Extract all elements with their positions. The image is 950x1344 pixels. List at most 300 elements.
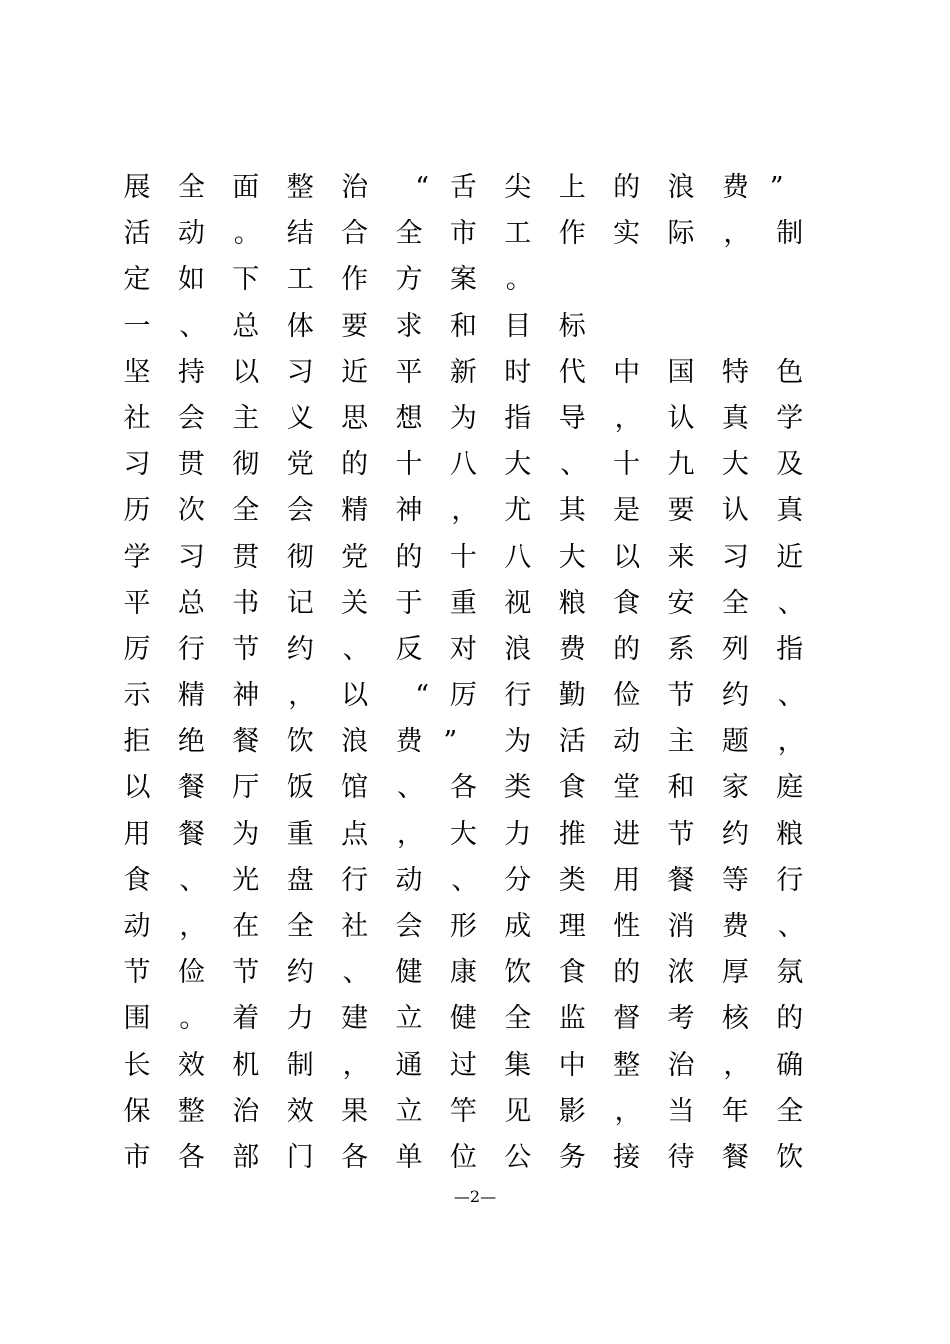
- text-char: 及: [776, 449, 804, 481]
- text-line: [0, 1089, 950, 1135]
- text-char: “: [415, 172, 429, 203]
- text-char: 以: [613, 541, 641, 573]
- text-char: ，: [614, 402, 642, 434]
- text-char: 新: [449, 356, 477, 388]
- text-char: 厅: [232, 772, 260, 804]
- text-line: [0, 719, 950, 765]
- text-char: 果: [341, 1095, 369, 1127]
- text-char: 餐: [177, 772, 205, 804]
- text-char: 整: [177, 1095, 205, 1127]
- text-char: 。: [505, 264, 533, 296]
- text-char: 行: [341, 864, 369, 896]
- text-char: 大: [449, 818, 477, 850]
- text-char: 近: [341, 356, 369, 388]
- text-char: 和: [449, 310, 477, 342]
- text-char: 要: [341, 310, 369, 342]
- text-char: 八: [504, 541, 532, 573]
- text-char: 贯: [177, 449, 205, 481]
- text-char: 持: [177, 356, 205, 388]
- text-char: 目: [504, 310, 532, 342]
- text-char: 影: [558, 1095, 586, 1127]
- text-line: [0, 1135, 950, 1181]
- text-char: 、: [342, 957, 370, 989]
- text-char: 中: [613, 356, 641, 388]
- text-char: 机: [232, 1049, 260, 1081]
- text-char: 活: [123, 218, 151, 250]
- text-char: 党: [286, 449, 314, 481]
- text-char: 实: [613, 218, 641, 250]
- text-char: 制: [286, 1049, 314, 1081]
- text-char: 性: [613, 911, 641, 942]
- text-char: 勤: [558, 680, 586, 712]
- text-char: 精: [177, 680, 205, 712]
- text-char: 厉: [449, 680, 477, 712]
- text-char: ，: [342, 1049, 370, 1081]
- text-char: 精: [341, 495, 369, 527]
- text-char: 十: [449, 541, 477, 573]
- text-char: 方: [395, 264, 423, 296]
- text-char: 题: [721, 726, 749, 758]
- text-char: 节: [232, 633, 260, 665]
- text-char: 约: [286, 633, 314, 665]
- text-char: 过: [449, 1049, 477, 1081]
- text-char: 俭: [177, 957, 205, 989]
- text-char: 八: [449, 449, 477, 481]
- text-char: 餐: [177, 818, 205, 850]
- text-char: 在: [232, 911, 260, 942]
- text-char: 等: [721, 864, 749, 896]
- text-char: 全: [395, 218, 423, 250]
- text-char: ，: [288, 680, 316, 712]
- text-char: 社: [123, 402, 151, 434]
- text-char: 行: [504, 680, 532, 712]
- text-char: 、: [451, 864, 479, 896]
- text-line: [0, 765, 950, 811]
- text-char: 费: [721, 172, 749, 203]
- text-char: 会: [395, 911, 423, 942]
- text-char: 真: [776, 495, 804, 527]
- text-char: 社: [341, 911, 369, 942]
- text-char: 见: [504, 1095, 532, 1127]
- text-char: 食: [558, 957, 586, 989]
- text-char: 核: [721, 1003, 749, 1035]
- text-char: 的: [613, 633, 641, 665]
- text-char: 饭: [286, 772, 314, 804]
- text-char: 着: [232, 1003, 260, 1035]
- text-char: 推: [558, 818, 586, 850]
- text-char: 的: [341, 449, 369, 481]
- text-char: 围: [123, 1003, 151, 1035]
- document-body: [0, 165, 950, 1181]
- text-char: 浓: [667, 957, 695, 989]
- text-char: 、: [342, 633, 370, 665]
- text-char: 指: [776, 633, 804, 665]
- text-char: 为: [232, 818, 260, 850]
- text-char: 平: [123, 587, 151, 619]
- text-char: 公: [504, 1141, 532, 1173]
- text-char: 食: [558, 772, 586, 804]
- text-char: 和: [667, 772, 695, 804]
- text-char: 节: [232, 957, 260, 989]
- text-char: 时: [504, 356, 532, 388]
- text-char: ，: [777, 726, 805, 758]
- text-char: 工: [286, 264, 314, 296]
- text-char: 俭: [613, 680, 641, 712]
- text-char: 合: [341, 218, 369, 250]
- text-char: 竿: [449, 1095, 477, 1127]
- text-char: 彻: [232, 449, 260, 481]
- text-char: 九: [667, 449, 695, 481]
- text-char: 餐: [667, 864, 695, 896]
- text-char: 立: [395, 1095, 423, 1127]
- text-char: 全: [286, 911, 314, 942]
- text-char: 习: [721, 541, 749, 573]
- text-char: 接: [613, 1141, 641, 1173]
- text-line: [0, 581, 950, 627]
- text-char: 神: [395, 495, 423, 527]
- text-char: 十: [395, 449, 423, 481]
- text-char: 总: [232, 310, 260, 342]
- text-char: 浪: [341, 726, 369, 758]
- text-char: 、: [179, 310, 207, 342]
- text-char: 分: [504, 864, 532, 896]
- text-char: 展: [123, 172, 151, 203]
- text-char: 浪: [667, 172, 695, 203]
- text-char: 的: [613, 957, 641, 989]
- text-char: 饮: [286, 726, 314, 758]
- text-char: 用: [613, 864, 641, 896]
- text-char: 历: [123, 495, 151, 527]
- text-char: 十: [613, 449, 641, 481]
- text-char: 一: [123, 310, 151, 342]
- text-char: 约: [721, 680, 749, 712]
- text-char: 习: [123, 449, 151, 481]
- text-char: 。: [179, 1003, 207, 1035]
- text-char: 保: [123, 1095, 151, 1127]
- text-char: 治: [667, 1049, 695, 1081]
- text-char: 活: [558, 726, 586, 758]
- text-char: ”: [769, 172, 784, 203]
- text-char: 为: [504, 726, 532, 758]
- text-char: 全: [177, 172, 205, 203]
- text-char: 市: [449, 218, 477, 250]
- text-char: 主: [667, 726, 695, 758]
- text-char: 健: [395, 957, 423, 989]
- text-char: 书: [232, 587, 260, 619]
- text-line: [0, 535, 950, 581]
- text-char: 点: [341, 818, 369, 850]
- text-char: 行: [177, 633, 205, 665]
- text-char: 饮: [776, 1141, 804, 1173]
- text-char: 为: [449, 402, 477, 434]
- text-char: 代: [558, 356, 586, 388]
- text-char: 拒: [123, 726, 151, 758]
- text-char: 行: [776, 864, 804, 896]
- text-line: [0, 950, 950, 996]
- text-char: 单: [395, 1141, 423, 1173]
- text-char: 重: [449, 587, 477, 619]
- text-char: 厚: [721, 957, 749, 989]
- text-char: 绝: [177, 726, 205, 758]
- text-char: 考: [667, 1003, 695, 1035]
- text-char: 效: [286, 1095, 314, 1127]
- text-char: 系: [667, 633, 695, 665]
- text-char: 视: [504, 587, 532, 619]
- text-char: ”: [443, 726, 458, 758]
- text-char: 际: [667, 218, 695, 250]
- text-char: 务: [558, 1141, 586, 1173]
- text-char: 消: [667, 911, 695, 942]
- text-char: 餐: [232, 726, 260, 758]
- text-char: 各: [177, 1141, 205, 1173]
- text-char: 、: [560, 449, 588, 481]
- text-char: 庭: [776, 772, 804, 804]
- text-char: 康: [449, 957, 477, 989]
- text-char: 大: [558, 541, 586, 573]
- text-char: 工: [504, 218, 532, 250]
- text-char: 的: [613, 172, 641, 203]
- text-char: 认: [721, 495, 749, 527]
- text-char: ，: [723, 218, 751, 250]
- text-char: 力: [286, 1003, 314, 1035]
- text-char: 、: [179, 864, 207, 896]
- text-char: 年: [721, 1095, 749, 1127]
- text-char: 厉: [123, 633, 151, 665]
- text-char: 指: [504, 402, 532, 434]
- text-char: 大: [504, 449, 532, 481]
- section-heading: [0, 304, 950, 350]
- text-char: 坚: [123, 356, 151, 388]
- text-char: 动: [177, 218, 205, 250]
- text-char: 长: [123, 1049, 151, 1081]
- text-char: 全: [504, 1003, 532, 1035]
- text-char: 费: [395, 726, 423, 758]
- text-char: 义: [286, 402, 314, 434]
- text-char: ，: [179, 911, 207, 942]
- text-char: 如: [177, 264, 205, 296]
- page-number: —2—: [453, 1187, 497, 1206]
- text-char: 位: [449, 1141, 477, 1173]
- text-char: 节: [667, 680, 695, 712]
- text-line: [0, 904, 950, 950]
- text-char: 监: [558, 1003, 586, 1035]
- text-char: 尤: [504, 495, 532, 527]
- text-char: ，: [723, 1049, 751, 1081]
- text-char: 要: [667, 495, 695, 527]
- text-char: 次: [177, 495, 205, 527]
- text-char: 约: [721, 818, 749, 850]
- text-char: 制: [776, 218, 804, 250]
- text-char: 类: [504, 772, 532, 804]
- text-char: 作: [558, 218, 586, 250]
- text-line: [0, 211, 950, 257]
- text-char: 理: [558, 911, 586, 942]
- text-char: 下: [232, 264, 260, 296]
- text-line: [0, 1043, 950, 1089]
- text-char: 列: [721, 633, 749, 665]
- text-char: 示: [123, 680, 151, 712]
- text-char: 舌: [449, 172, 477, 203]
- text-char: 认: [667, 402, 695, 434]
- text-char: 定: [123, 264, 151, 296]
- text-char: 建: [341, 1003, 369, 1035]
- text-char: 门: [286, 1141, 314, 1173]
- text-line: [0, 165, 950, 211]
- text-char: 动: [613, 726, 641, 758]
- text-char: 导: [558, 402, 586, 434]
- text-char: 整: [613, 1049, 641, 1081]
- text-char: 学: [123, 541, 151, 573]
- text-char: 、: [777, 587, 805, 619]
- text-char: 记: [286, 587, 314, 619]
- text-char: 待: [667, 1141, 695, 1173]
- text-char: ，: [451, 495, 479, 527]
- text-line: [0, 996, 950, 1042]
- text-char: 各: [449, 772, 477, 804]
- text-char: 堂: [613, 772, 641, 804]
- text-char: 体: [286, 310, 314, 342]
- text-char: 是: [613, 495, 641, 527]
- text-char: 学: [776, 402, 804, 434]
- text-char: 上: [558, 172, 586, 203]
- text-line: [0, 488, 950, 534]
- text-char: 特: [721, 356, 749, 388]
- text-char: 全: [721, 587, 749, 619]
- text-char: 来: [667, 541, 695, 573]
- text-char: 费: [721, 911, 749, 942]
- text-char: 贯: [232, 541, 260, 573]
- text-char: 节: [667, 818, 695, 850]
- text-char: 以: [341, 680, 369, 712]
- text-char: 形: [449, 911, 477, 942]
- text-char: 成: [504, 911, 532, 942]
- text-char: 约: [286, 957, 314, 989]
- text-char: 安: [667, 587, 695, 619]
- text-char: 费: [558, 633, 586, 665]
- text-char: 、: [397, 772, 424, 804]
- text-char: 近: [776, 541, 804, 573]
- text-char: 全: [776, 1095, 804, 1127]
- text-char: 进: [613, 818, 641, 850]
- text-char: 结: [286, 218, 314, 250]
- text-line: [0, 350, 950, 396]
- text-char: 动: [395, 864, 423, 896]
- text-char: 动: [123, 911, 151, 942]
- text-char: 饮: [504, 957, 532, 989]
- text-char: 效: [177, 1049, 205, 1081]
- text-char: 重: [286, 818, 314, 850]
- text-char: 市: [123, 1141, 151, 1173]
- text-char: 盘: [286, 864, 314, 896]
- text-char: 大: [721, 449, 749, 481]
- text-char: 餐: [721, 1141, 749, 1173]
- text-char: 立: [395, 1003, 423, 1035]
- text-char: 部: [232, 1141, 260, 1173]
- text-line: [0, 627, 950, 673]
- text-char: 彻: [286, 541, 314, 573]
- text-char: 各: [341, 1141, 369, 1173]
- text-char: 对: [449, 633, 477, 665]
- text-char: 想: [395, 402, 423, 434]
- text-char: 家: [721, 772, 749, 804]
- text-char: 以: [123, 772, 151, 804]
- text-char: 党: [341, 541, 369, 573]
- text-char: ，: [614, 1095, 642, 1127]
- text-char: 治: [341, 172, 369, 203]
- text-char: 标: [558, 310, 586, 342]
- text-line: [0, 257, 950, 303]
- text-char: 当: [667, 1095, 695, 1127]
- text-char: 神: [232, 680, 260, 712]
- text-char: 浪: [504, 633, 532, 665]
- text-char: 健: [449, 1003, 477, 1035]
- text-char: 通: [395, 1049, 423, 1081]
- text-line: [0, 673, 950, 719]
- text-char: 反: [395, 633, 423, 665]
- text-char: 会: [177, 402, 205, 434]
- text-char: 粮: [776, 818, 804, 850]
- text-char: 色: [776, 356, 804, 388]
- text-char: 作: [341, 264, 369, 296]
- text-char: 节: [123, 957, 151, 989]
- text-char: 粮: [558, 587, 586, 619]
- text-char: 馆: [341, 772, 369, 804]
- text-char: 真: [721, 402, 749, 434]
- text-char: 用: [123, 818, 151, 850]
- text-char: 案: [449, 264, 477, 296]
- text-char: 平: [395, 356, 423, 388]
- text-char: 国: [667, 356, 695, 388]
- text-char: 督: [613, 1003, 641, 1035]
- text-char: 整: [286, 172, 314, 203]
- text-char: 集: [504, 1049, 532, 1081]
- text-line: [0, 858, 950, 904]
- text-char: 以: [232, 356, 260, 388]
- text-char: 光: [232, 864, 260, 896]
- text-line: [0, 442, 950, 488]
- text-char: 尖: [504, 172, 532, 203]
- text-char: 治: [232, 1095, 260, 1127]
- text-char: 全: [232, 495, 260, 527]
- text-char: 力: [504, 818, 532, 850]
- text-char: “: [415, 680, 429, 712]
- text-char: ，: [397, 818, 424, 850]
- text-char: 的: [776, 1003, 804, 1035]
- text-char: 类: [558, 864, 586, 896]
- text-char: 食: [613, 587, 641, 619]
- text-char: 氛: [776, 957, 804, 989]
- text-char: 面: [232, 172, 260, 203]
- text-char: 、: [777, 680, 805, 712]
- text-char: 关: [341, 587, 369, 619]
- text-char: 习: [177, 541, 205, 573]
- text-char: 主: [232, 402, 260, 434]
- text-char: 总: [177, 587, 205, 619]
- text-char: 习: [286, 356, 314, 388]
- text-char: 会: [286, 495, 314, 527]
- text-char: 确: [776, 1049, 804, 1081]
- text-line: [0, 396, 950, 442]
- text-char: 。: [233, 218, 261, 250]
- text-char: 求: [395, 310, 423, 342]
- text-char: 中: [558, 1049, 586, 1081]
- text-char: 的: [395, 541, 423, 573]
- text-line: [0, 812, 950, 858]
- text-char: 于: [395, 587, 423, 619]
- text-char: 思: [341, 402, 369, 434]
- text-char: 其: [558, 495, 586, 527]
- text-char: 、: [777, 911, 805, 942]
